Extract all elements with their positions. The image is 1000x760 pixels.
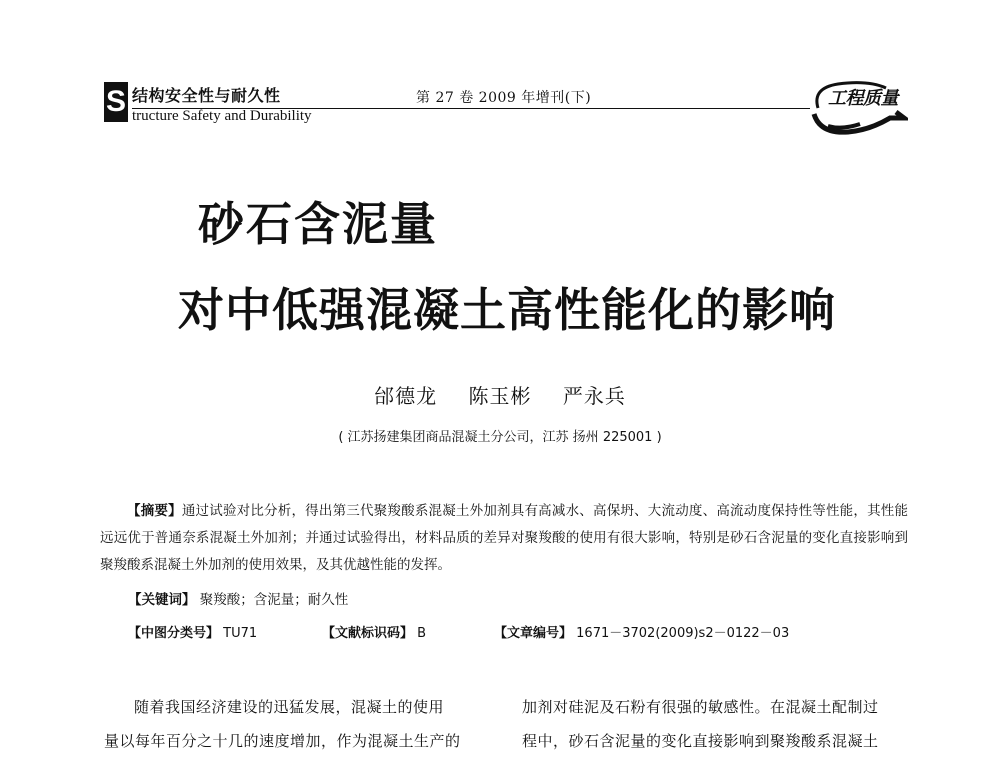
abstract-label: 【摘要】 [127, 503, 182, 519]
journal-logo-text: 工程质量 [828, 88, 898, 109]
body-line: 随着我国经济建设的迅猛发展，混凝土的使用 [134, 698, 445, 716]
article-number-value: 1671－3702(2009)s2－0122－03 [576, 626, 790, 641]
document-code [322, 622, 426, 641]
journal-volume: 第 27 卷 2009 年增刊(下) [416, 90, 592, 106]
section-title-en: tructure Safety and Durability [132, 108, 312, 124]
document-code-value: B [417, 626, 427, 641]
classification-value: TU71 [223, 626, 258, 641]
body-line: 加剂对硅泥及石粉有很强的敏感性。在混凝土配制过 [522, 698, 879, 716]
document-code-label: 【文献标识码】 [322, 626, 414, 641]
paper-title-line2: 对中低强混凝土高性能化的影响 [178, 283, 836, 337]
author-name: 陈玉彬 [468, 384, 532, 408]
paper-title-line1: 砂石含泥量 [198, 197, 438, 251]
article-number-label: 【文章编号】 [494, 626, 573, 641]
author-list [0, 380, 1000, 409]
abstract-text: 通过试验对比分析，得出第三代聚羧酸系混凝土外加剂具有高减水、高保坍、大流动度、高流动度保持性等性能，其性能远远优于普通奈系混凝土外加剂；并通过试验得出，材料品质的差异对聚羧酸的使用有很大影响，特别是砂石含泥量的变化直接影响到聚羧酸系混凝土外加剂的使用效果，及其优越性能的发挥。 [100, 503, 909, 573]
body-line: 程中，砂石含泥量的变化直接影响到聚羧酸系混凝土 [522, 732, 879, 750]
body-column-left [104, 690, 461, 758]
author-affiliation: ( 江苏扬建集团商品混凝土分公司，江苏 扬州 225001 ) [338, 430, 662, 445]
classification-number [128, 622, 257, 641]
keywords [128, 588, 348, 608]
author-name: 严永兵 [562, 384, 626, 408]
section-title-cn: 结构安全性与耐久性 [132, 86, 281, 105]
author-name: 邰德龙 [374, 384, 438, 408]
keywords-text: 聚羧酸；含泥量；耐久性 [199, 592, 349, 608]
abstract [100, 498, 908, 579]
body-column-right [522, 690, 879, 758]
article-number [494, 622, 789, 641]
section-badge: S [104, 82, 128, 122]
keywords-label: 【关键词】 [128, 592, 196, 608]
body-line: 量以每年百分之十几的速度增加，作为混凝土生产的 [104, 732, 461, 750]
classification-label: 【中图分类号】 [128, 626, 220, 641]
